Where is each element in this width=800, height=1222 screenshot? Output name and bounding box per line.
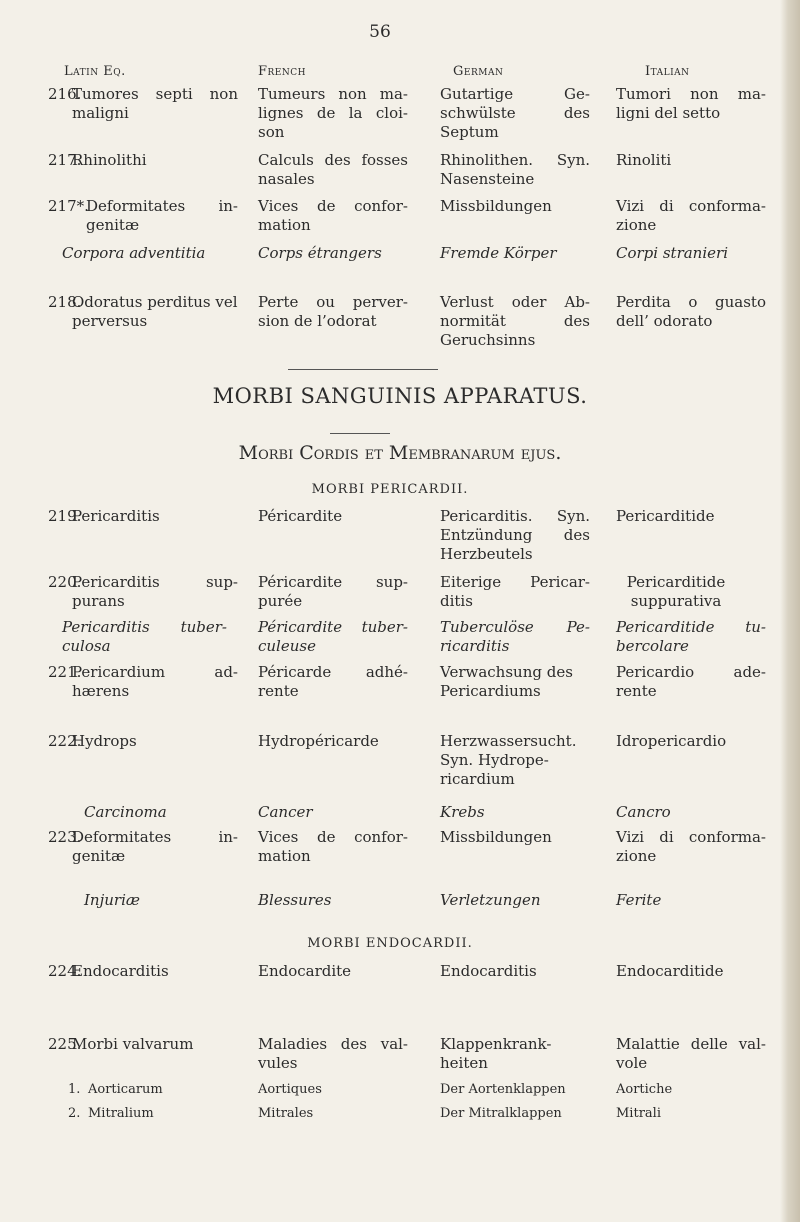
french-term: Péricardite tuber-culeuse	[258, 618, 408, 655]
french-term: Calculs des fosses nasales	[258, 151, 408, 188]
german-term: Gutartige Ge-schwülste des Septum	[440, 85, 590, 141]
french-term: Mitrales	[258, 1106, 314, 1121]
german-term: Endocarditis	[440, 962, 537, 980]
italian-term: Vizi di conforma-zione	[616, 828, 766, 865]
latin-term: Carcinoma	[84, 803, 167, 821]
french-term: Aortiques	[258, 1082, 322, 1097]
latin-term: 216. Tumores septi non maligni	[48, 85, 238, 122]
latin-term: 224. Endocarditis	[48, 962, 169, 980]
italian-term: Aortiche	[616, 1082, 673, 1097]
heading-divider	[330, 433, 390, 434]
german-term: Der Mitralklappen	[440, 1106, 562, 1121]
french-term: Péricarde adhé-rente	[258, 663, 408, 700]
entry-number: 225.	[48, 1035, 82, 1053]
latin-term: 220. Pericarditis sup-purans	[48, 573, 238, 610]
entry-number: 216.	[48, 85, 82, 103]
french-term: Perte ou perver-sion de l’odorat	[258, 293, 408, 330]
latin-term: Pericarditis tuber-culosa	[62, 618, 227, 655]
entry-number: 221.	[48, 663, 82, 681]
entry-number: 219.	[48, 507, 82, 525]
italian-term: Pericarditide tu-bercolare	[616, 618, 766, 655]
page-number: 56	[369, 22, 391, 42]
french-term: Corps étrangers	[258, 244, 382, 262]
latin-term: Corpora adventitia	[62, 244, 206, 262]
french-term: Péricardite	[258, 507, 343, 525]
column-header-german: German	[453, 64, 504, 79]
french-term: Péricardite sup-purée	[258, 573, 408, 610]
german-term: Missbildungen	[440, 197, 552, 215]
french-term: Maladies des val-vules	[258, 1035, 408, 1072]
italian-term: Malattie delle val-vole	[616, 1035, 766, 1072]
italian-term: Ferite	[616, 891, 662, 909]
french-term: Endocardite	[258, 962, 352, 980]
italian-term: Pericarditide suppurativa	[626, 573, 726, 610]
entry-number: 224.	[48, 962, 82, 980]
subsection-title: Morbi Cordis et Membranarum ejus.	[238, 442, 562, 464]
german-term: Der Aortenklappen	[440, 1082, 566, 1097]
italian-term: Rinoliti	[616, 151, 672, 169]
column-header-latin: Latin Eq.	[64, 64, 126, 79]
german-term: Verwachsung des Pericardiums	[440, 663, 573, 700]
italian-term: Perdita o guasto dell’ odorato	[616, 293, 766, 330]
page-edge-shadow	[780, 0, 800, 1222]
latin-term: 217*. Deformitates in-genitæ	[48, 197, 238, 234]
german-term: Verlust oder Ab-normität des Geruchsinns	[440, 293, 590, 349]
group-title-endocardii: MORBI ENDOCARDII.	[307, 936, 473, 951]
german-term: Herzwassersucht. Syn. Hydrope-ricardium	[440, 732, 577, 788]
italian-term: Mitrali	[616, 1106, 661, 1121]
section-title: MORBI SANGUINIS APPARATUS.	[212, 384, 588, 408]
french-term: Cancer	[258, 803, 313, 821]
column-header-french: French	[258, 64, 306, 79]
german-term: Missbildungen	[440, 828, 552, 846]
italian-term: Corpi stranieri	[616, 244, 728, 262]
column-header-italian: Italian	[645, 64, 690, 79]
entry-number: 217.	[48, 151, 82, 169]
group-title-pericardii: MORBI PERICARDII.	[311, 482, 469, 497]
latin-term: 223. Deformitates in-genitæ	[48, 828, 238, 865]
latin-term: 219. Pericarditis	[48, 507, 160, 525]
german-term: Pericarditis. Syn. Entzündung des Herzbeutels	[440, 507, 590, 563]
latin-term: 218. Odoratus perditus vel perversus	[48, 293, 238, 330]
latin-term: 225. Morbi valvarum	[48, 1035, 194, 1053]
french-term: Hydropéricarde	[258, 732, 379, 750]
entry-number: 218.	[48, 293, 82, 311]
entry-number: 1.	[68, 1082, 81, 1097]
italian-term: Pericarditide	[616, 507, 715, 525]
german-term: Rhinolithen. Syn. Nasensteine	[440, 151, 590, 188]
italian-term: Endocarditide	[616, 962, 724, 980]
french-term: Tumeurs non ma-lignes de la cloi-son	[258, 85, 408, 141]
entry-number: 217*.	[48, 197, 89, 215]
latin-term: Injuriæ	[84, 891, 140, 909]
entry-number: 222.	[48, 732, 82, 750]
italian-term: Tumori non ma-ligni del setto	[616, 85, 766, 122]
french-term: Blessures	[258, 891, 332, 909]
entry-number: 2.	[68, 1106, 81, 1121]
latin-term: 2. Mitralium	[68, 1106, 154, 1121]
german-term: Krebs	[440, 803, 485, 821]
latin-term: 217. Rhinolithi	[48, 151, 147, 169]
italian-term: Idropericardio	[616, 732, 727, 750]
latin-term: 222. Hydrops	[48, 732, 137, 750]
section-divider	[288, 369, 438, 370]
german-term: Tuberculöse Pe-ricarditis	[440, 618, 590, 655]
italian-term: Cancro	[616, 803, 671, 821]
french-term: Vices de confor-mation	[258, 828, 408, 865]
italian-term: Vizi di conforma-zione	[616, 197, 766, 234]
italian-term: Pericardio ade-rente	[616, 663, 766, 700]
german-term: Fremde Körper	[440, 244, 557, 262]
entry-number: 223.	[48, 828, 82, 846]
german-term: Verletzungen	[440, 891, 541, 909]
latin-term: 1. Aorticarum	[68, 1082, 163, 1097]
french-term: Vices de confor-mation	[258, 197, 408, 234]
german-term: Klappenkrank-heiten	[440, 1035, 552, 1072]
german-term: Eiterige Pericar-ditis	[440, 573, 590, 610]
entry-number: 220.	[48, 573, 82, 591]
latin-term: 221. Pericardium ad-hærens	[48, 663, 238, 700]
